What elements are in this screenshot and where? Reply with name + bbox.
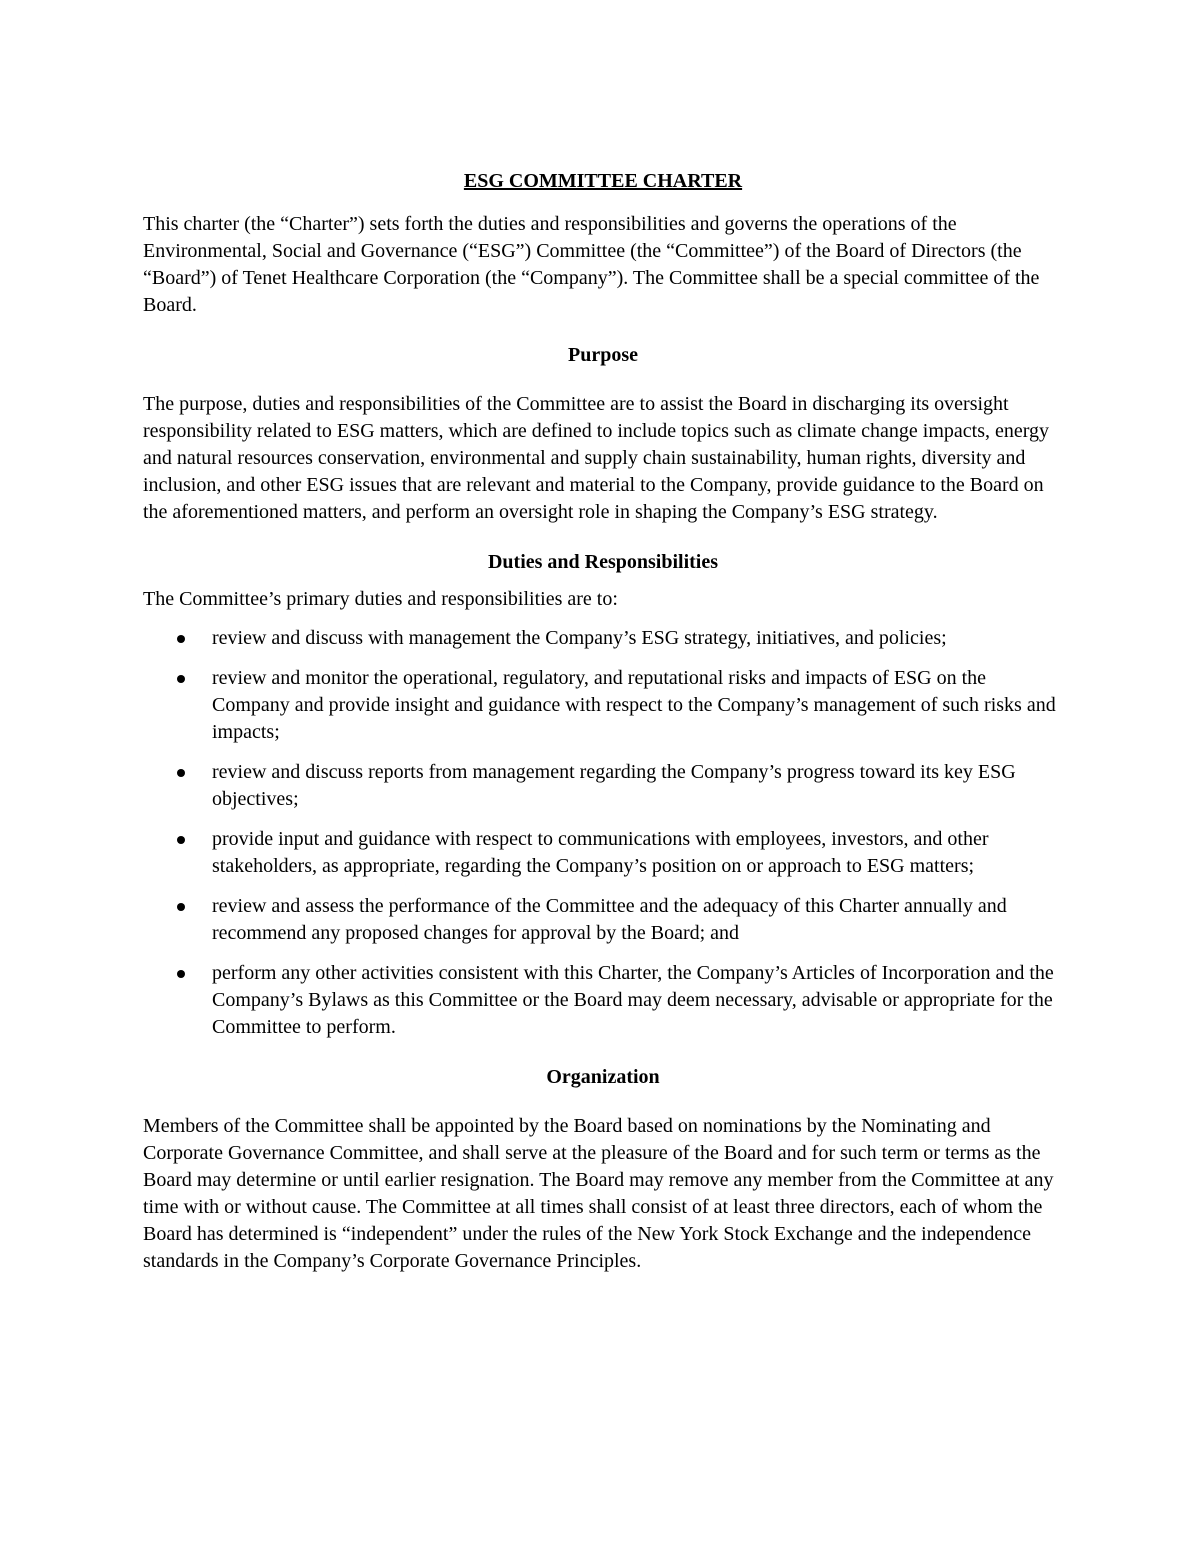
purpose-heading: Purpose	[568, 344, 638, 366]
list-item	[143, 826, 1063, 880]
duties-list	[143, 625, 1063, 1041]
organization-paragraph: Members of the Committee shall be appointed by the Board based on nominations by the Nominating and Corporate Governance Committee, and shall serve at the pleasure of the Board and for such term or terms as the Board may determine or until earlier resignation. The Board may remove any member from the Committee at any time with or without cause. The Committee at all times shall consist of at least three directors, each of whom the Board has determined is “independent” under the rules of the New York Stock Exchange and the independence standards in the Company’s Corporate Governance Principles.	[143, 1115, 1054, 1272]
duties-lead-paragraph: The Committee’s primary duties and responsibilities are to:	[143, 588, 618, 610]
list-item-text: review and monitor the operational, regulatory, and reputational risks and impacts of ESG on the Company and provide insight and guidance with respect to the Company’s management of such risks and impacts;	[212, 667, 1056, 743]
list-item	[143, 665, 1063, 746]
document-title: ESG COMMITTEE CHARTER	[463, 170, 743, 192]
organization-heading: Organization	[546, 1066, 660, 1088]
list-item	[143, 759, 1063, 813]
list-item-text: review and discuss reports from management regarding the Company’s progress toward its key ESG objectives;	[212, 761, 1016, 810]
list-item-text: provide input and guidance with respect to communications with employees, investors, and other stakeholders, as appropriate, regarding the Company’s position on or approach to ESG matters;	[212, 828, 989, 877]
list-item	[143, 625, 1063, 652]
list-item-text: review and assess the performance of the Committee and the adequacy of this Charter annually and recommend any proposed changes for approval by the Board; and	[212, 895, 1007, 944]
bullet-icon	[177, 903, 185, 911]
list-item	[143, 893, 1063, 947]
list-item	[143, 960, 1063, 1041]
purpose-paragraph: The purpose, duties and responsibilities of the Committee are to assist the Board in discharging its oversight responsibility related to ESG matters, which are defined to include topics such as climate change impacts, energy and natural resources conservation, environmental and supply chain sustainability, human rights, diversity and inclusion, and other ESG issues that are relevant and material to the Company, provide guidance to the Board on the aforementioned matters, and perform an oversight role in shaping the Company’s ESG strategy.	[143, 393, 1050, 523]
document-body	[143, 167, 1063, 1275]
list-item-text: review and discuss with management the Company’s ESG strategy, initiatives, and policies;	[212, 627, 947, 649]
bullet-icon	[177, 970, 185, 978]
bullet-icon	[177, 836, 185, 844]
bullet-icon	[177, 769, 185, 777]
intro-paragraph: This charter (the “Charter”) sets forth the duties and responsibilities and governs the operations of the Environmental, Social and Governance (“ESG”) Committee (the “Committee”) of the Board of Directors (the “Board”) of Tenet Healthcare Corporation (the “Company”). The Committee shall be a special committee of the Board.	[143, 213, 1040, 316]
duties-heading: Duties and Responsibilities	[487, 551, 719, 573]
bullet-icon	[177, 635, 185, 643]
bullet-icon	[177, 675, 185, 683]
list-item-text: perform any other activities consistent with this Charter, the Company’s Articles of Incorporation and the Company’s Bylaws as this Committee or the Board may deem necessary, advisable or appropriate for the Committee to perform.	[212, 962, 1054, 1038]
